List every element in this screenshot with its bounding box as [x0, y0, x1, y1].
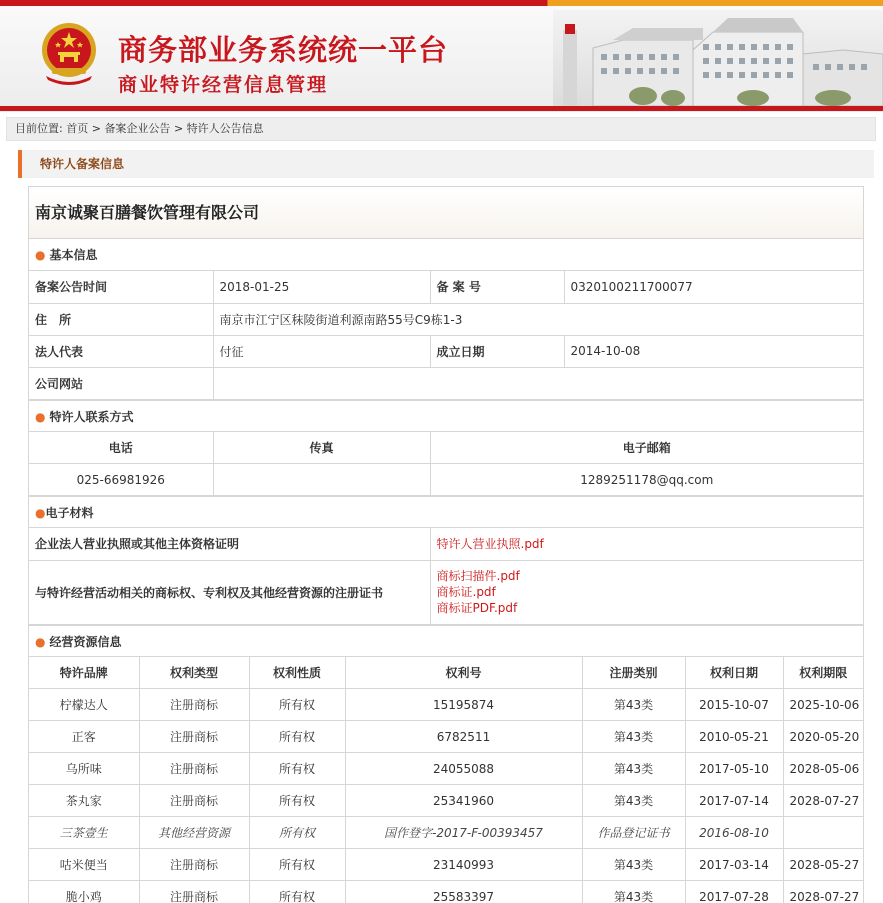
website-value [213, 367, 863, 399]
right-date-cell: 2017-05-10 [685, 753, 783, 785]
platform-subtitle: 商业特许经营信息管理 [118, 74, 329, 96]
table-row [29, 817, 863, 849]
right-nature-cell: 所有权 [249, 817, 345, 849]
reg-class-header: 注册类别 [582, 657, 685, 689]
right-type-cell: 注册商标 [139, 753, 249, 785]
right-date-cell: 2017-07-28 [685, 881, 783, 903]
reg-class-cell: 第43类 [582, 849, 685, 881]
site-header [0, 0, 883, 112]
breadcrumb-home-link[interactable]: 首页 [66, 122, 89, 135]
table-row [29, 560, 863, 624]
reg-class-cell: 第43类 [582, 689, 685, 721]
right-no-cell: 6782511 [345, 721, 582, 753]
reg-class-cell: 第43类 [582, 753, 685, 785]
right-term-cell: 2020-05-20 [783, 721, 863, 753]
right-type-cell: 其他经营资源 [139, 817, 249, 849]
filing-date-label: 备案公告时间 [29, 271, 213, 303]
resources-heading: ● 经营资源信息 [29, 625, 863, 657]
right-no-cell: 23140993 [345, 849, 582, 881]
bullet-icon: ● [35, 409, 46, 424]
reg-class-cell: 第43类 [582, 785, 685, 817]
legal-rep-label: 法人代表 [29, 335, 213, 367]
materials-heading: ●电子材料 [29, 496, 863, 528]
materials-table [29, 528, 863, 625]
right-date-cell: 2017-07-14 [685, 785, 783, 817]
brand-cell: 咕米便当 [29, 849, 139, 881]
platform-title: 商务部业务系统统一平台 [118, 33, 449, 67]
company-name: 南京诚聚百膳餐饮管理有限公司 [29, 187, 863, 239]
fax-value [213, 464, 430, 496]
right-nature-cell: 所有权 [249, 881, 345, 903]
brand-cell: 乌所味 [29, 753, 139, 785]
right-term-cell: 2025-10-06 [783, 689, 863, 721]
reg-class-cell: 作品登记证书 [582, 817, 685, 849]
right-type-cell: 注册商标 [139, 689, 249, 721]
right-date-cell: 2010-05-21 [685, 721, 783, 753]
table-row [29, 753, 863, 785]
right-date-cell: 2016-08-10 [685, 817, 783, 849]
right-no-cell: 15195874 [345, 689, 582, 721]
breadcrumb-separator: > [173, 122, 184, 135]
table-row [29, 657, 863, 689]
breadcrumb-notice-link[interactable]: 备案企业公告 [104, 122, 171, 135]
bullet-icon: ● [35, 634, 46, 649]
brand-cell: 脆小鸡 [29, 881, 139, 903]
resources-table [29, 657, 863, 903]
right-nature-cell: 所有权 [249, 689, 345, 721]
header-top-stripe [0, 0, 883, 6]
right-type-cell: 注册商标 [139, 849, 249, 881]
bullet-icon: ● [35, 506, 46, 520]
phone-value: 025-66981926 [29, 464, 213, 496]
right-nature-cell: 所有权 [249, 721, 345, 753]
contact-table [29, 432, 863, 497]
founded-value: 2014-10-08 [564, 335, 863, 367]
brand-cell: 柠檬达人 [29, 689, 139, 721]
email-value: 1289251178@qq.com [430, 464, 863, 496]
right-no-cell: 25583397 [345, 881, 582, 903]
table-row [29, 335, 863, 367]
ministry-building-image [553, 10, 883, 106]
franchisor-info-panel [28, 186, 864, 903]
table-row [29, 367, 863, 399]
contact-heading: ● 特许人联系方式 [29, 400, 863, 432]
breadcrumb-separator: > [91, 122, 101, 135]
table-row [29, 528, 863, 560]
header-red-line [0, 106, 883, 111]
right-type-cell: 注册商标 [139, 881, 249, 903]
brand-cell: 三茶壹生 [29, 817, 139, 849]
email-header: 电子邮箱 [430, 432, 863, 464]
legal-rep-value: 付征 [213, 335, 430, 367]
right-no-cell: 25341960 [345, 785, 582, 817]
right-type-header: 权利类型 [139, 657, 249, 689]
breadcrumb-prefix: 目前位置: [15, 122, 63, 135]
filing-no-value: 0320100211700077 [564, 271, 863, 303]
right-nature-cell: 所有权 [249, 849, 345, 881]
right-no-cell: 国作登字-2017-F-00393457 [345, 817, 582, 849]
table-row [29, 464, 863, 496]
right-nature-header: 权利性质 [249, 657, 345, 689]
table-row [29, 721, 863, 753]
national-emblem-icon [38, 20, 100, 86]
right-type-cell: 注册商标 [139, 721, 249, 753]
right-date-cell: 2015-10-07 [685, 689, 783, 721]
basic-info-heading: ● 基本信息 [29, 239, 863, 271]
right-no-header: 权利号 [345, 657, 582, 689]
reg-class-cell: 第43类 [582, 881, 685, 903]
right-date-header: 权利日期 [685, 657, 783, 689]
table-row [29, 271, 863, 303]
reg-class-cell: 第43类 [582, 721, 685, 753]
filing-date-value: 2018-01-25 [213, 271, 430, 303]
right-term-cell: 2028-05-27 [783, 849, 863, 881]
license-pdf-link[interactable]: 特许人营业执照.pdf [436, 536, 544, 551]
breadcrumb [6, 117, 876, 141]
right-term-cell: 2028-05-06 [783, 753, 863, 785]
ip-cert-label: 与特许经营活动相关的商标权、专利权及其他经营资源的注册证书 [29, 560, 430, 624]
phone-header: 电话 [29, 432, 213, 464]
table-row [29, 881, 863, 903]
basic-info-table [29, 271, 863, 400]
bullet-icon: ● [35, 248, 46, 262]
right-nature-cell: 所有权 [249, 785, 345, 817]
brand-cell: 正客 [29, 721, 139, 753]
address-value: 南京市江宁区秣陵街道利源南路55号C9栋1-3 [213, 303, 863, 335]
right-type-cell: 注册商标 [139, 785, 249, 817]
trademark-cert-pdf-link[interactable]: 商标证.pdf [436, 585, 496, 599]
table-row [29, 785, 863, 817]
trademark-cert-pdf2-link[interactable]: 商标证PDF.pdf [436, 601, 518, 615]
right-term-cell [783, 817, 863, 849]
breadcrumb-current: 特许人公告信息 [186, 122, 264, 135]
trademark-scan-pdf-link[interactable]: 商标扫描件.pdf [436, 569, 520, 583]
filing-no-label: 备 案 号 [430, 271, 564, 303]
section-title-bar: 特许人备案信息 [18, 150, 874, 178]
right-no-cell: 24055088 [345, 753, 582, 785]
table-row [29, 303, 863, 335]
table-row [29, 849, 863, 881]
right-date-cell: 2017-03-14 [685, 849, 783, 881]
license-label: 企业法人营业执照或其他主体资格证明 [29, 528, 430, 560]
founded-label: 成立日期 [430, 335, 564, 367]
brand-header: 特许品牌 [29, 657, 139, 689]
brand-cell: 茶丸家 [29, 785, 139, 817]
address-label: 住 所 [29, 303, 213, 335]
website-label: 公司网站 [29, 367, 213, 399]
right-term-cell: 2028-07-27 [783, 881, 863, 903]
right-term-cell: 2028-07-27 [783, 785, 863, 817]
fax-header: 传真 [213, 432, 430, 464]
right-nature-cell: 所有权 [249, 753, 345, 785]
right-term-header: 权利期限 [783, 657, 863, 689]
table-row [29, 689, 863, 721]
resource-rows [29, 689, 863, 903]
table-row [29, 432, 863, 464]
